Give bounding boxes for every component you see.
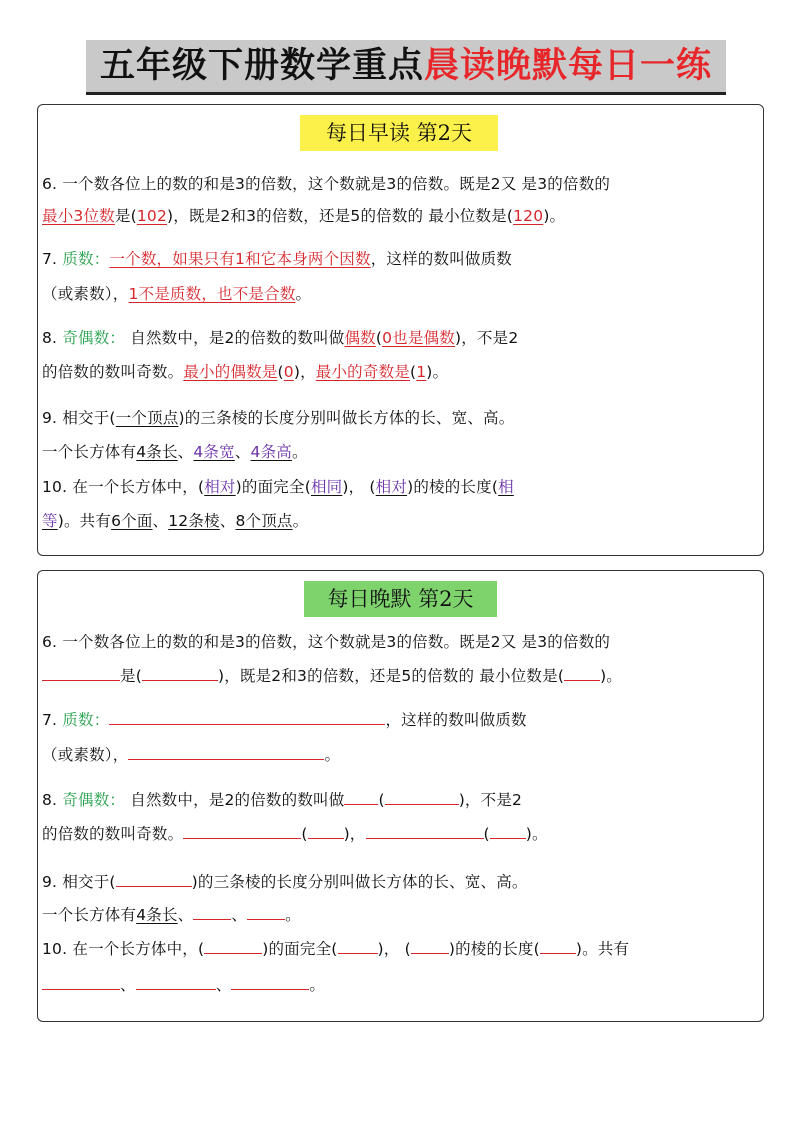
evening-recall-box: [37, 570, 764, 1022]
e-q8-num: 8.: [42, 791, 63, 809]
m-q7-text1: ，这样的数叫做质数: [370, 250, 513, 268]
m-q9-end: 。: [292, 443, 308, 461]
m-q10-sep2: 、: [219, 512, 236, 530]
e-q10-text5: )。共有: [575, 940, 630, 958]
m-q6-ans1: 最小3位数: [42, 207, 115, 225]
m-q9-ans2: 4条长: [136, 443, 178, 461]
m-q8-line1: [42, 327, 518, 349]
m-q6-line1: 6. 一个数各位上的数的和是3的倍数，这个数就是3的倍数。既是2又 是3的倍数的: [42, 175, 611, 193]
e-q8-line1: [42, 789, 522, 811]
m-q8-line2: [42, 361, 448, 383]
title-red: 晨读晚默每日一练: [424, 45, 713, 86]
e-q9-line2: [42, 904, 301, 926]
m-q9-text1: 9. 相交于(: [42, 409, 116, 427]
e-q8-term: 奇偶数：: [62, 791, 126, 809]
evening-badge: 每日晚默 第2天: [304, 581, 497, 617]
m-q7-text2: （或素数），: [42, 285, 129, 303]
e-q9-end: 。: [285, 906, 301, 924]
m-q8-ans6: 1: [416, 363, 427, 381]
e-q9-sep2: 、: [231, 906, 248, 924]
m-q7-line1: [42, 248, 512, 270]
e-q9-given: 4条长: [136, 906, 178, 924]
m-q8-ans3: 最小的偶数是: [183, 363, 278, 381]
m-q8-ans4: 0: [283, 363, 294, 381]
e-q6-line1: 6. 一个数各位上的数的和是3的倍数，这个数就是3的倍数。既是2又 是3的倍数的: [42, 633, 611, 651]
e-q8-text4: 的倍数的数叫奇数。: [42, 825, 184, 843]
e-q7-text3: 。: [324, 746, 341, 764]
m-q10-text3: )， (: [342, 478, 376, 496]
m-q10-text2: )的面完全(: [235, 478, 311, 496]
m-q8-ans2: 0也是偶数: [382, 329, 455, 347]
e-q7-line2: [42, 744, 340, 766]
e-q10-text4: )的棱的长度(: [448, 940, 540, 958]
e-q7-text2: （或素数），: [42, 746, 129, 764]
m-q10-ans7: 8个顶点: [235, 512, 293, 530]
e-q8-text8: )。: [525, 825, 548, 843]
m-q8-text7: (: [409, 363, 417, 381]
m-q10-ans4a: 相: [498, 478, 514, 496]
e-q7-blank2[interactable]: [128, 745, 324, 760]
m-q10-ans2: 相同: [310, 478, 343, 496]
e-q8-text7: (: [483, 825, 490, 843]
e-q8-text5: (: [301, 825, 308, 843]
e-q8-blank4[interactable]: [308, 824, 344, 839]
m-q8-text5: (: [277, 363, 284, 381]
e-q9-blank1[interactable]: [116, 872, 192, 887]
e-q8-blank2[interactable]: [385, 790, 459, 805]
m-q10-text5: )。共有: [57, 512, 112, 530]
m-q7-line2: [42, 283, 311, 305]
e-q10-sep1: 、: [120, 976, 136, 994]
e-q10-blank2[interactable]: [338, 939, 378, 954]
e-q10-blank4[interactable]: [540, 939, 576, 954]
m-q6-line2: [42, 205, 565, 227]
m-q10-ans5: 6个面: [111, 512, 153, 530]
m-q9-ans1: 一个顶点: [115, 409, 179, 427]
e-q8-text2: (: [378, 791, 385, 809]
m-q9-sep2: 、: [234, 443, 251, 461]
m-q10-ans1: 相对: [204, 478, 236, 496]
e-q10-blank3[interactable]: [411, 939, 449, 954]
m-q10-sep1: 、: [152, 512, 169, 530]
e-q7-text1: ，这样的数叫做质数: [385, 711, 527, 729]
e-q6-blank2[interactable]: [142, 666, 218, 681]
m-q6-ans2: 102: [136, 207, 168, 225]
morning-badge: 每日早读 第2天: [300, 115, 498, 151]
m-q6-ans3: 120: [513, 207, 544, 225]
m-q10-line2: [42, 510, 308, 532]
e-q7-term: 质数：: [62, 711, 110, 729]
e-q6-text3: )。: [600, 667, 623, 685]
e-q10-sep2: 、: [215, 976, 232, 994]
e-q10-blank1[interactable]: [204, 939, 262, 954]
e-q8-text3: )，不是2: [458, 791, 523, 809]
m-q9-text2: )的三条棱的长度分别叫做长方体的长、宽、高。: [178, 409, 515, 427]
page-title: [86, 42, 726, 90]
m-q8-ans5: 最小的奇数是: [315, 363, 410, 381]
e-q10-end: 。: [309, 976, 326, 994]
e-q10-text1: 10. 在一个长方体中，(: [42, 940, 205, 958]
e-q6-blank3[interactable]: [564, 666, 600, 681]
m-q6-text3: )。: [543, 207, 566, 225]
m-q8-text1: 自然数中，是2的倍数的数叫做: [125, 329, 345, 347]
m-q8-text8: )。: [426, 363, 449, 381]
e-q10-blank6[interactable]: [136, 975, 216, 990]
e-q8-blank1[interactable]: [344, 790, 378, 805]
m-q10-ans4b: 等: [42, 512, 58, 530]
m-q7-term: 质数：: [62, 250, 110, 268]
e-q8-line2: [42, 823, 548, 845]
m-q8-num: 8.: [42, 329, 63, 347]
e-q9-sep1: 、: [177, 906, 194, 924]
e-q9-text3: 一个长方体有: [42, 906, 137, 924]
m-q8-ans1: 偶数: [344, 329, 376, 347]
e-q8-blank3[interactable]: [183, 824, 301, 839]
m-q10-text4: )的棱的长度(: [407, 478, 499, 496]
e-q9-text1: 9. 相交于(: [42, 873, 116, 891]
morning-reading-box: [37, 104, 764, 556]
m-q9-line2: [42, 441, 308, 463]
m-q7-ans1: 一个数，如果只有1和它本身两个因数: [109, 250, 371, 268]
e-q6-line2: [42, 665, 622, 687]
e-q10-line1: [42, 938, 629, 960]
m-q7-text3: 。: [295, 285, 312, 303]
e-q7-line1: [42, 709, 527, 731]
m-q8-text2: (: [375, 329, 383, 347]
m-q8-text3: )，不是2: [454, 329, 519, 347]
m-q10-end: 。: [292, 512, 309, 530]
e-q8-blank5[interactable]: [366, 824, 484, 839]
m-q7-ans2: 1不是质数，也不是合数: [128, 285, 296, 303]
m-q7-num: 7.: [42, 250, 63, 268]
e-q8-text6: )，: [343, 825, 366, 843]
e-q8-text1: 自然数中，是2的倍数的数叫做: [125, 791, 345, 809]
e-q10-blank5[interactable]: [42, 975, 120, 990]
e-q10-text3: )， (: [377, 940, 411, 958]
m-q8-text6: )，: [293, 363, 316, 381]
m-q9-sep1: 、: [177, 443, 194, 461]
m-q10-line1: [42, 476, 514, 498]
e-q10-blank7[interactable]: [231, 975, 309, 990]
e-q6-text1: 是(: [120, 667, 142, 685]
title-banner: [86, 40, 726, 95]
m-q6-text2: )，既是2和3的倍数，还是5的倍数的 最小位数是(: [167, 207, 514, 225]
m-q10-text1: 10. 在一个长方体中，(: [42, 478, 205, 496]
e-q6-text2: )，既是2和3的倍数，还是5的倍数的 最小位数是(: [217, 667, 565, 685]
e-q9-blank3[interactable]: [247, 905, 285, 920]
m-q9-text3: 一个长方体有: [42, 443, 137, 461]
e-q10-text2: )的面完全(: [262, 940, 338, 958]
m-q9-line1: [42, 407, 514, 429]
e-q9-line1: [42, 871, 528, 893]
e-q10-line2: [42, 974, 325, 996]
m-q10-ans3: 相对: [375, 478, 408, 496]
e-q6-blank1[interactable]: [42, 666, 120, 681]
title-black: 五年级下册数学重点: [99, 45, 424, 86]
m-q6-text1: 是(: [114, 207, 137, 225]
m-q8-text4: 的倍数的数叫奇数。: [42, 363, 184, 381]
m-q9-ans4: 4条高: [250, 443, 293, 461]
e-q7-blank1[interactable]: [109, 710, 385, 725]
m-q9-ans3: 4条宽: [193, 443, 235, 461]
e-q7-num: 7.: [42, 711, 63, 729]
e-q9-text2: )的三条棱的长度分别叫做长方体的长、宽、高。: [191, 873, 528, 891]
m-q8-term: 奇偶数：: [62, 329, 126, 347]
e-q9-blank2[interactable]: [193, 905, 231, 920]
e-q8-blank6[interactable]: [490, 824, 526, 839]
m-q10-ans6: 12条棱: [168, 512, 220, 530]
